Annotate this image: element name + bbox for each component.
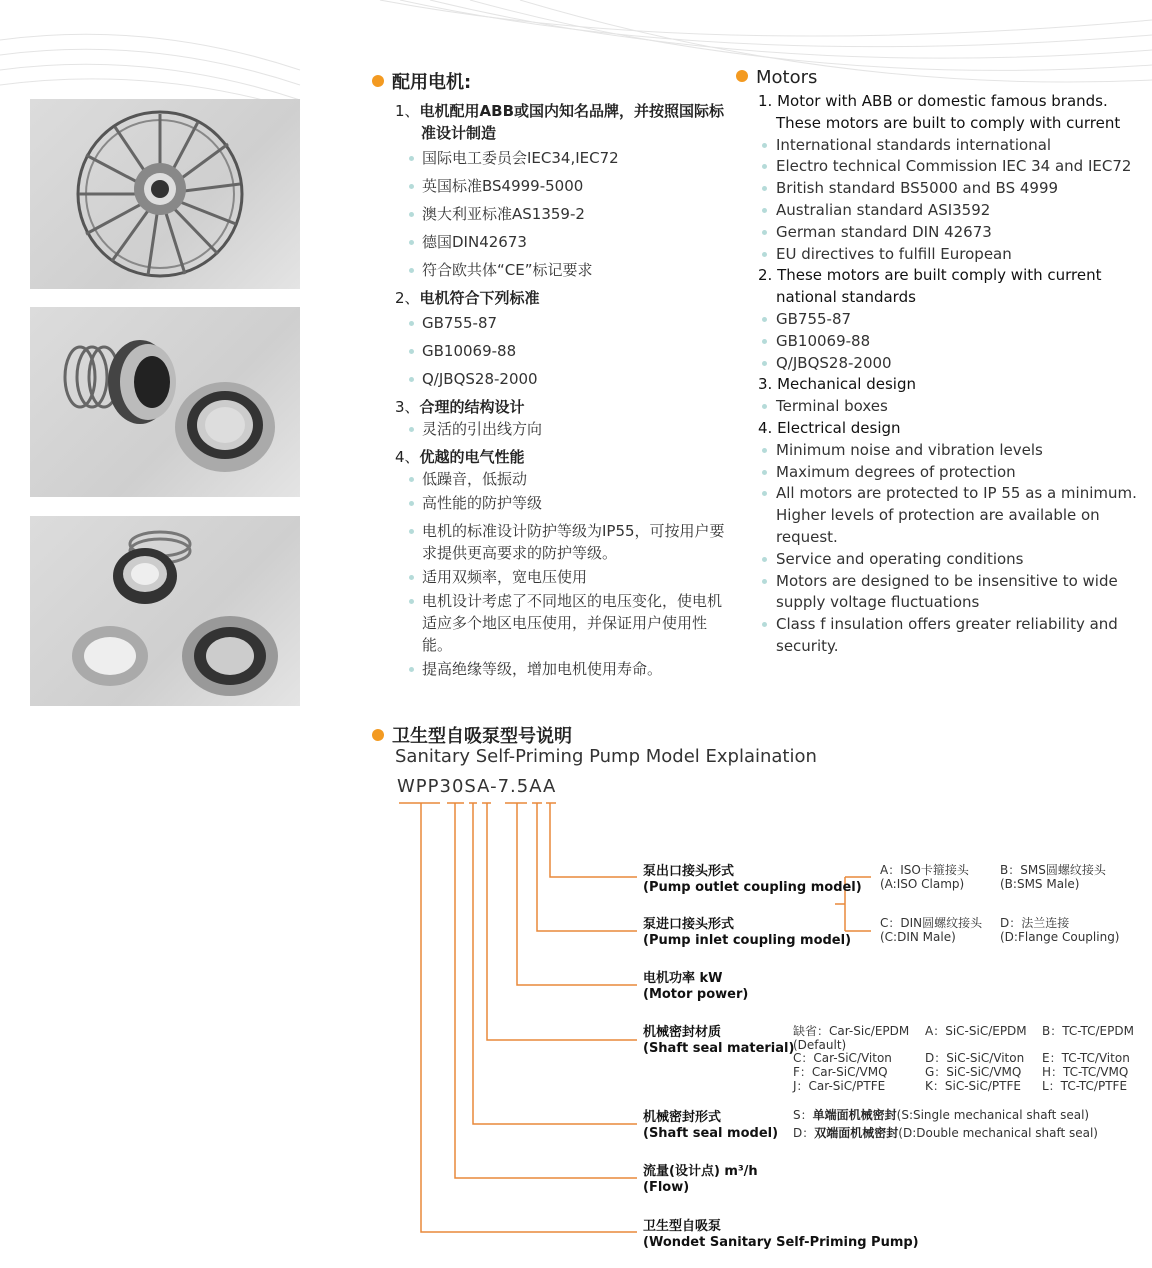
en-group-2-heading: 2. These motors are built comply with current national standards (758, 266, 1102, 307)
seal-model-single: S：单端面机械密封(S:Single mechanical shaft seal) (793, 1108, 1090, 1122)
label-shaft-seal-material: 机械密封材质 (Shaft seal material) (643, 1025, 795, 1056)
seal-material-option: D：SiC-SiC/Viton (925, 1051, 1025, 1065)
list-item: 电机的标准设计防护等级为IP55，可按用户要求提供更高要求的防护等级。 (395, 520, 730, 564)
seal-material-default: 缺省：Car-Sic/EPDM (Default) (793, 1024, 910, 1052)
list-item: 灵活的引出线方向 (395, 418, 730, 440)
model-code: WPP30SA-7.5AA (397, 776, 557, 797)
list-item: Terminal boxes (758, 396, 1143, 418)
seal-material-option: K：SiC-SiC/PTFE (925, 1079, 1021, 1093)
seal-model-double: D：双端面机械密封(D:Double mechanical shaft seal) (793, 1126, 1098, 1140)
list-item: Motors are designed to be insensitive to wide supply voltage fluctuations (758, 571, 1143, 615)
seal-material-option: E：TC-TC/Viton (1042, 1051, 1130, 1065)
coupling-option-c: C：DIN圆螺纹接头 (C:DIN Male) (880, 916, 983, 944)
cn-group-2-heading: 2、电机符合下列标准 (395, 289, 540, 307)
seal-material-option: B：TC-TC/EPDM (1042, 1024, 1134, 1038)
en-group-1-heading: 1. Motor with ABB or domestic famous brands. These motors are built to comply with current (758, 92, 1121, 132)
coupling-option-b: B：SMS圆螺纹接头 (B:SMS Male) (1000, 863, 1106, 891)
list-item: Service and operating conditions (758, 549, 1143, 571)
seal-material-option: J：Car-SiC/PTFE (793, 1079, 886, 1093)
cn-group-4-heading: 4、优越的电气性能 (395, 448, 525, 466)
seal-material-option: F：Car-SiC/VMQ (793, 1065, 888, 1079)
list-item: 适用双频率，宽电压使用 (395, 566, 730, 588)
list-item: 高性能的防护等级 (395, 492, 730, 514)
list-item: GB10069-88 (758, 331, 1143, 353)
seal-material-option: L：TC-TC/PTFE (1042, 1079, 1128, 1093)
list-item: EU directives to fulfill European (758, 244, 1143, 266)
model-title-cn: 卫生型自吸泵型号说明 (372, 722, 572, 748)
cn-group-3-heading: 3、合理的结构设计 (395, 398, 525, 416)
coupling-option-a: A：ISO卡箍接头 (A:ISO Clamp) (880, 863, 969, 891)
seal-material-option: A：SiC-SiC/EPDM (925, 1024, 1027, 1038)
list-item: 国际电工委员会IEC34,IEC72 (395, 147, 730, 169)
label-flow: 流量(设计点) m³/h (Flow) (643, 1164, 758, 1195)
label-shaft-seal-model: 机械密封形式 (Shaft seal model) (643, 1110, 779, 1141)
list-item: GB755-87 (758, 309, 1143, 331)
list-item: 德国DIN42673 (395, 231, 730, 253)
coupling-option-d: D：法兰连接 (D:Flange Coupling) (1000, 916, 1120, 944)
label-pump-outlet: 泵出口接头形式 (Pump outlet coupling model) (643, 864, 862, 895)
motors-cn-title: 配用电机: (372, 68, 471, 94)
list-item: GB10069-88 (395, 340, 730, 362)
list-item: Minimum noise and vibration levels (758, 440, 1143, 462)
list-item: British standard BS5000 and BS 4999 (758, 178, 1143, 200)
seal-material-option: C：Car-SiC/Viton (793, 1051, 892, 1065)
list-item: 低躁音，低振动 (395, 468, 730, 490)
list-item: Maximum degrees of protection (758, 462, 1143, 484)
list-item: German standard DIN 42673 (758, 222, 1143, 244)
label-pump-type: 卫生型自吸泵 (Wondet Sanitary Self-Priming Pump) (643, 1219, 919, 1250)
label-motor-power: 电机功率 kW (Motor power) (643, 971, 749, 1002)
list-item: 英国标准BS4999-5000 (395, 175, 730, 197)
list-item: Electro technical Commission IEC 34 and IEC72 (758, 156, 1143, 178)
list-item: Q/JBQS28-2000 (395, 368, 730, 390)
list-item: 符合欧共体“CE”标记要求 (395, 259, 730, 281)
list-item: International standards international (758, 135, 1143, 157)
label-pump-inlet: 泵进口接头形式 (Pump inlet coupling model) (643, 917, 852, 948)
list-item: 提高绝缘等级，增加电机使用寿命。 (395, 658, 730, 680)
motors-en-title: Motors (736, 67, 817, 88)
list-item: Australian standard ASI3592 (758, 200, 1143, 222)
list-item: GB755-87 (395, 312, 730, 334)
seal-material-option: G：SiC-SiC/VMQ (925, 1065, 1022, 1079)
model-title-en: Sanitary Self-Priming Pump Model Explaination (395, 746, 817, 767)
en-group-3-heading: 3. Mechanical design (758, 375, 917, 394)
list-item: Class f insulation offers greater reliability and security. (758, 614, 1143, 658)
en-group-4-heading: 4. Electrical design (758, 418, 901, 437)
list-item: All motors are protected to IP 55 as a minimum. Higher levels of protection are available on request. (758, 483, 1143, 548)
list-item: 电机设计考虑了不同地区的电压变化，使电机适应多个地区电压使用，并保证用户使用性能。 (395, 590, 730, 656)
list-item: 澳大利亚标准AS1359-2 (395, 203, 730, 225)
cn-group-1-heading: 1、电机配用ABB或国内知名品牌，并按照国际标准设计制造 (395, 102, 725, 142)
seal-material-option: H：TC-TC/VMQ (1042, 1065, 1129, 1079)
list-item: Q/JBQS28-2000 (758, 353, 1143, 375)
